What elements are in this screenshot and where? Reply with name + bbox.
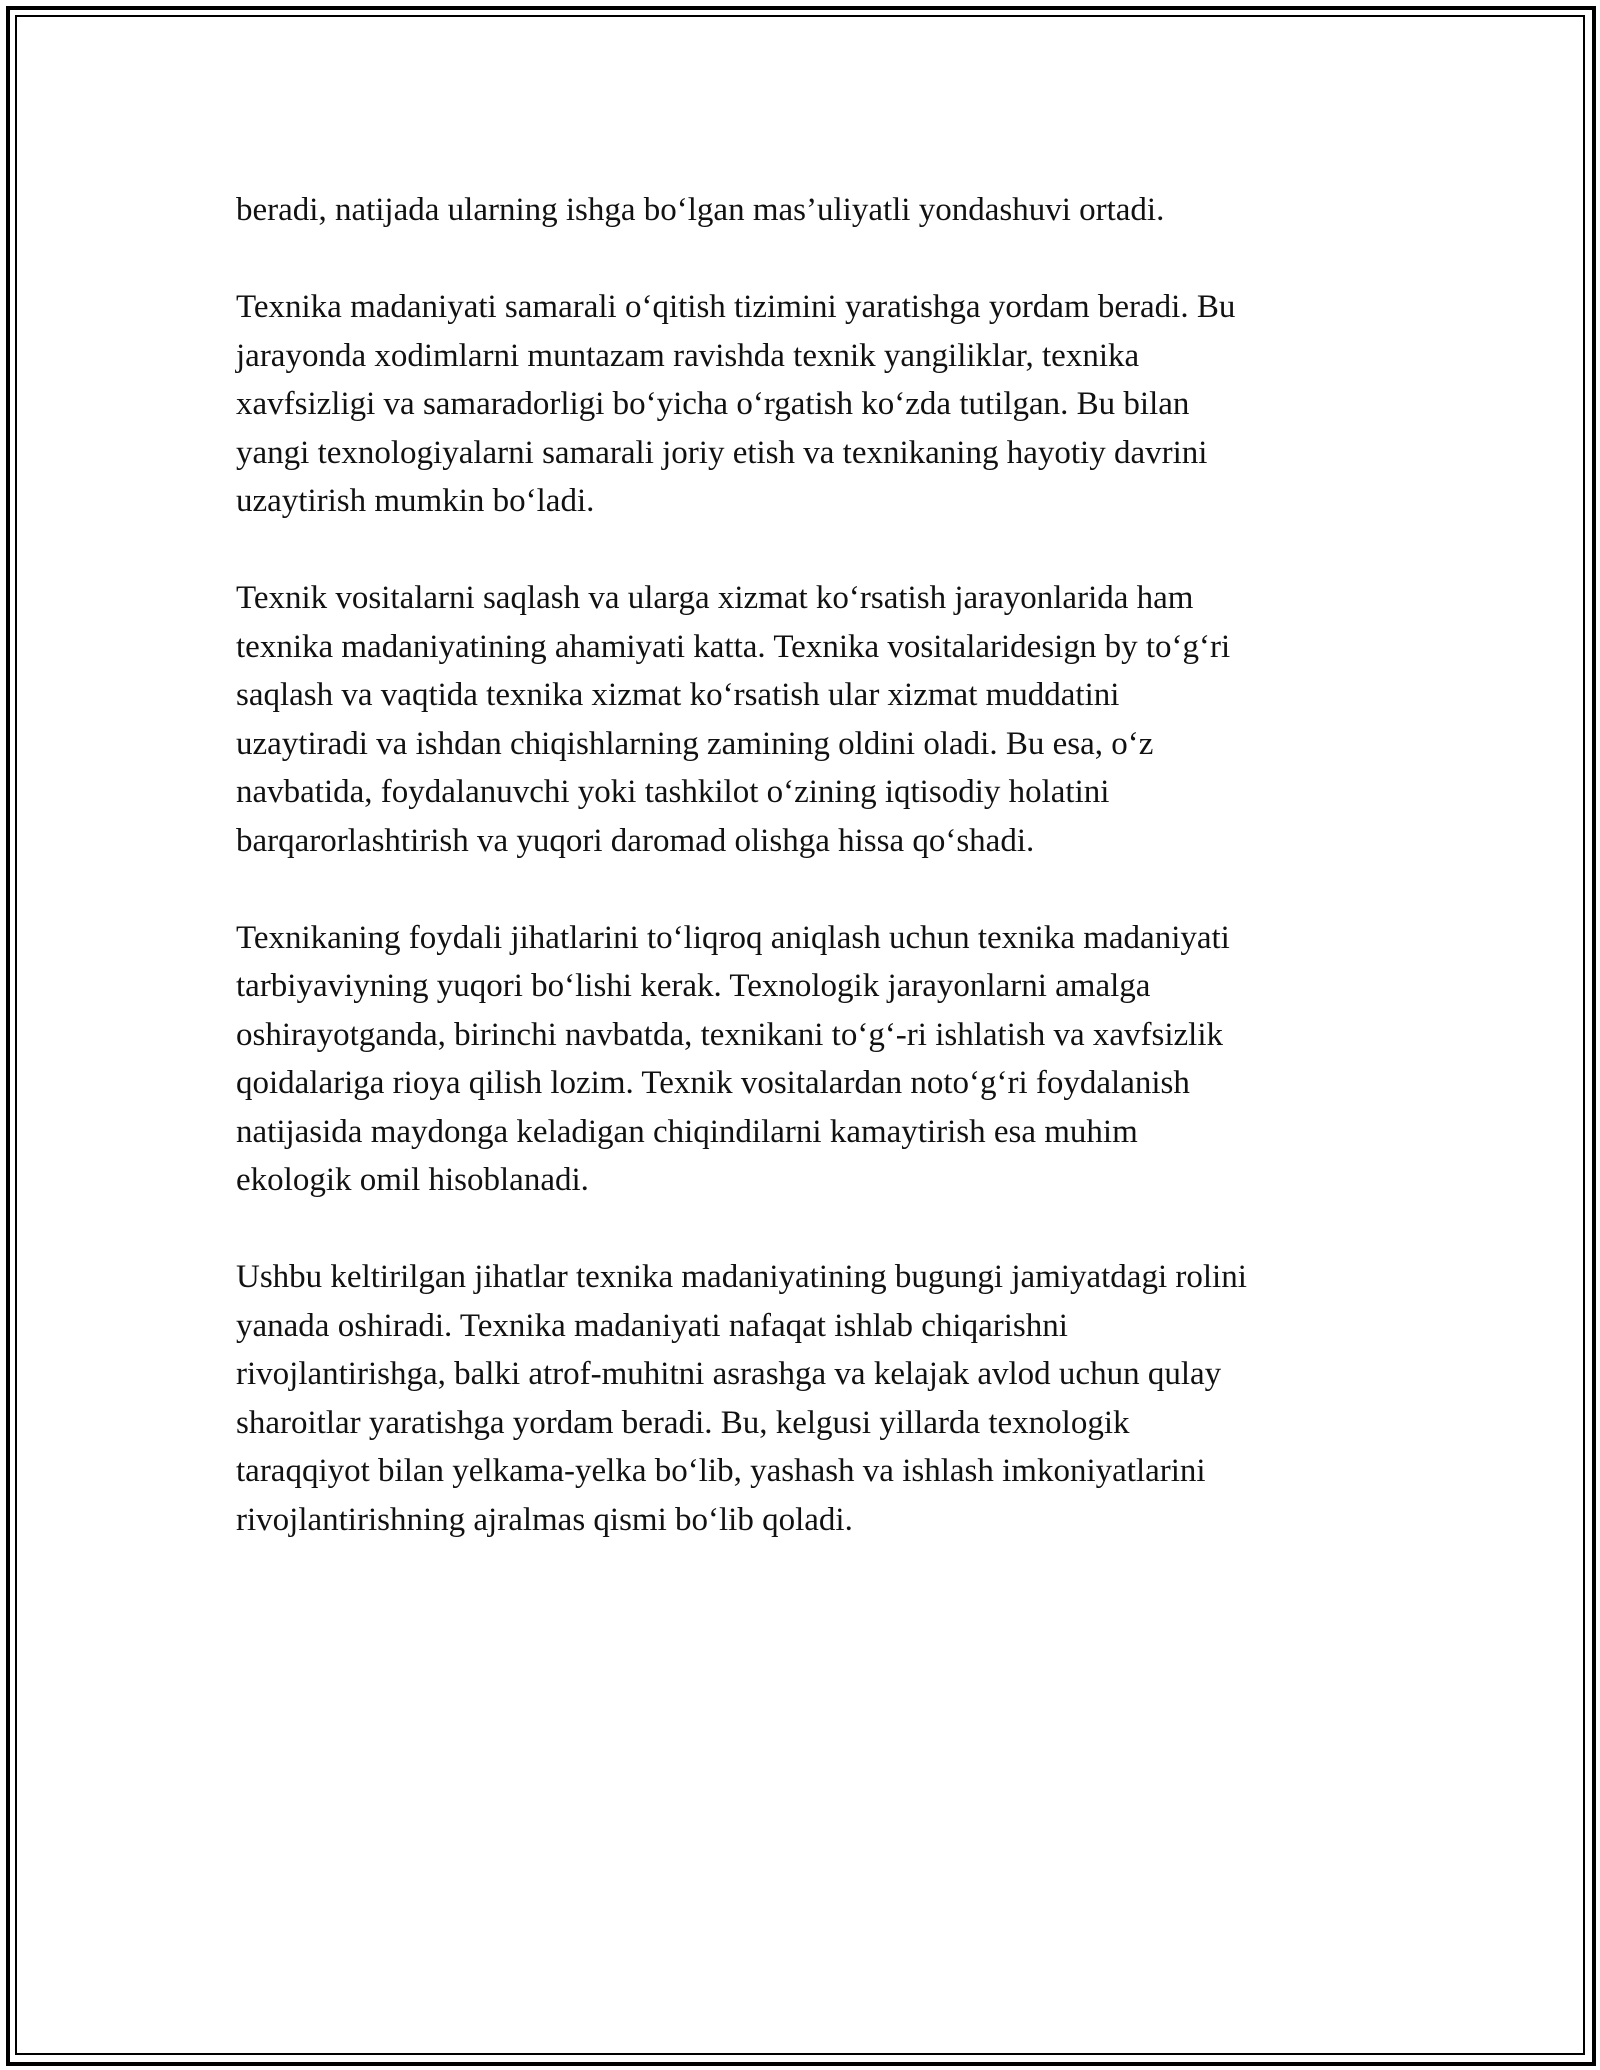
paragraph-2: Texnika madaniyati samarali o‘qitish tizimini yaratishga yordam beradi. Bu jarayonda xodimlarni muntazam ravishda texnik yangiliklar, texnika xavfsizligi va samaradorligi bo‘yicha o‘rgatish ko‘zda tutilgan. Bu bilan yangi texnologiyalarni samarali joriy etish va texnikaning hayotiy davrini uzaytirish mumkin bo‘ladi. <box>236 289 1236 519</box>
paragraph-1: beradi, natijada ularning ishga bo‘lgan mas’uliyatli yondashuvi ortadi. <box>236 192 1165 228</box>
paragraph-4: Texnikaning foydali jihatlarini to‘liqroq aniqlash uchun texnika madaniyati tarbiyaviyning yuqori bo‘lishi kerak. Texnologik jarayonlarni amalga oshirayotganda, birinchi navbatda, texnikani to‘g‘-ri ishlatish va xavfsizlik qoidalariga rioya qilish lozim. Texnik vositalardan noto‘g‘ri foydalanish natijasida maydonga keladigan chiqindilarni kamaytirish esa muhim ekologik omil hisoblanadi. <box>236 919 1230 1198</box>
document-body <box>236 186 1376 1593</box>
paragraph-5: Ushbu keltirilgan jihatlar texnika madaniyatining bugungi jamiyatdagi rolini yanada oshiradi. Texnika madaniyati nafaqat ishlab chiqarishni rivojlantirishga, balki atrof-muhitni asrashga va kelajak avlod uchun qulay sharoitlar yaratishga yordam beradi. Bu, kelgusi yillarda texnologik taraqqiyot bilan yelkama-yelka bo‘lib, yashash va ishlash imkoniyatlarini rivojlantirishning ajralmas qismi bo‘lib qoladi. <box>236 1259 1247 1538</box>
paragraph-3: Texnik vositalarni saqlash va ularga xizmat ko‘rsatish jarayonlarida ham texnika madaniyatining ahamiyati katta. Texnika vositalaridesign by to‘g‘ri saqlash va vaqtida texnika xizmat ko‘rsatish ular xizmat muddatini uzaytiradi va ishdan chiqishlarning zamining oldini oladi. Bu esa, o‘z navbatida, foydalanuvchi yoki tashkilot o‘zining iqtisodiy holatini barqarorlashtirish va yuqori daromad olishga hissa qo‘shadi. <box>236 580 1231 859</box>
